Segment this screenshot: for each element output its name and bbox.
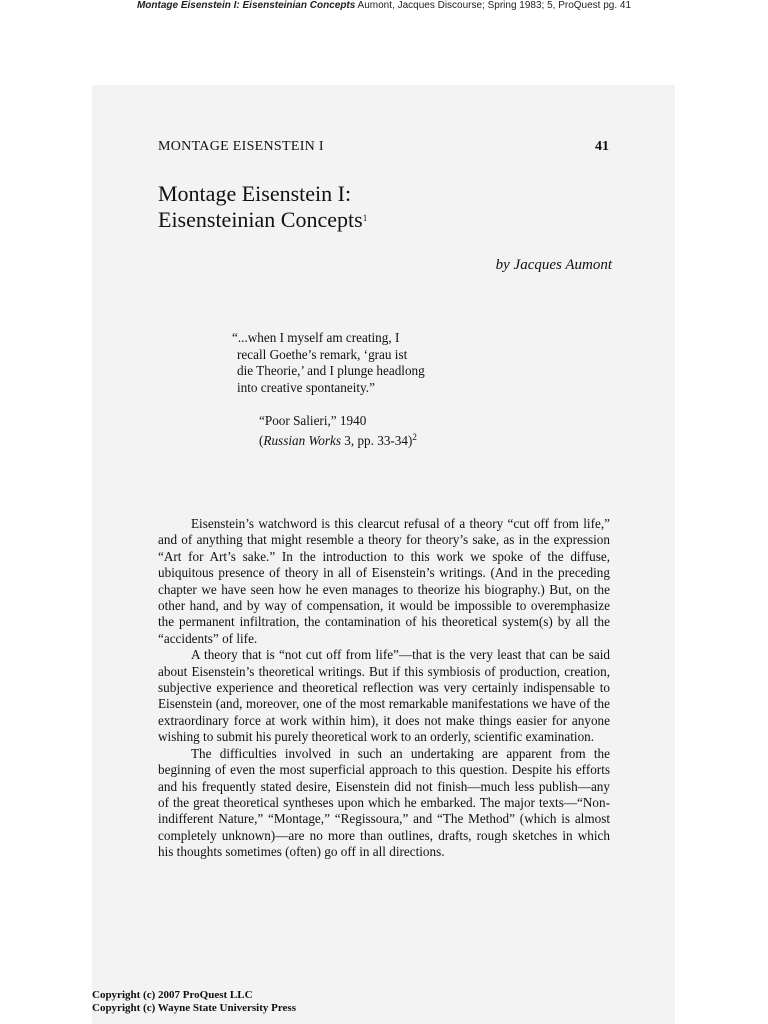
citation-header bbox=[0, 0, 768, 12]
epigraph-source bbox=[259, 412, 417, 449]
source-footnote-marker: 2 bbox=[412, 432, 417, 442]
running-head: MONTAGE EISENSTEIN I bbox=[158, 139, 324, 154]
source-pages: 3, pp. 33-34) bbox=[340, 433, 413, 448]
paragraph: A theory that is “not cut off from life”—that is the very least that can be said about Eisenstein’s theoretical writings. But if this symbiosis of production, creation, subjective experience and theoretical reflection was very certainly indispensable to Eisenstein (and, moreover, one of the most remarkable manifestations we have of the extraordinary force at work within him), it does not make things easier for anyone wishing to submit his purely theoretical work to an orderly, scientific examination. bbox=[158, 647, 610, 745]
article-title bbox=[158, 181, 367, 232]
paragraph: Eisenstein’s watchword is this clearcut refusal of a theory “cut off from life,” and of anything that might resemble a theory for theory’s sake, as in the expression “Art for Art’s sake.” In the introduction to this work we spoke of the diffuse, ubiquitous presence of theory in all of Eisenstein’s writings. (And in the preceding chapter we have seen how he even manages to theorize his biography.) But, on the other hand, and by way of compensation, it would be impossible to overemphasize the permanent infiltration, the contamination of his theoretical system(s) by all the “accidents” of life. bbox=[158, 516, 610, 646]
source-line-1: “Poor Salieri,” 1940 bbox=[259, 413, 367, 428]
copyright-line-1: Copyright (c) 2007 ProQuest LLC bbox=[92, 989, 253, 1001]
title-footnote-marker: 1 bbox=[362, 213, 368, 223]
byline: by Jacques Aumont bbox=[495, 257, 612, 273]
citation-title: Montage Eisenstein I: Eisensteinian Concepts bbox=[136, 0, 356, 11]
copyright-footer bbox=[92, 989, 296, 1015]
body-text bbox=[158, 516, 610, 861]
page-number: 41 bbox=[595, 139, 609, 154]
epigraph-line: “...when I myself am creating, I bbox=[232, 330, 400, 345]
epigraph bbox=[232, 330, 492, 396]
source-line-2: (Russian Works 3, pp. 33-34)$^2$ bbox=[259, 432, 417, 448]
epigraph-line: into creative spontaneity.” bbox=[237, 379, 375, 395]
copyright-line-2: Copyright (c) Wayne State University Press bbox=[92, 1002, 296, 1014]
epigraph-line: die Theorie,’ and I plunge headlong bbox=[237, 363, 425, 378]
citation-details: Aumont, Jacques Discourse; Spring 1983; 5, ProQuest pg. 41 bbox=[355, 0, 632, 11]
paragraph: The difficulties involved in such an undertaking are apparent from the beginning of even the most superficial approach to this question. Despite his efforts and his frequently stated desire, Eisenstein did not finish—much less publish—any of the great theoretical syntheses upon which he embarked. The major texts—“Non-indifferent Nature,” “Montage,” “Regissoura,” and “The Method” (which is almost completely unknown)—are no more than outlines, drafts, rough sketches in which his thoughts sometimes (often) go off in all directions. bbox=[158, 745, 610, 860]
title-line-1: Montage Eisenstein I: bbox=[158, 181, 352, 206]
title-line-2: Eisensteinian Concepts bbox=[158, 207, 363, 232]
source-work: Russian Works bbox=[263, 433, 341, 448]
epigraph-line: recall Goethe’s remark, ‘grau ist bbox=[237, 346, 408, 362]
